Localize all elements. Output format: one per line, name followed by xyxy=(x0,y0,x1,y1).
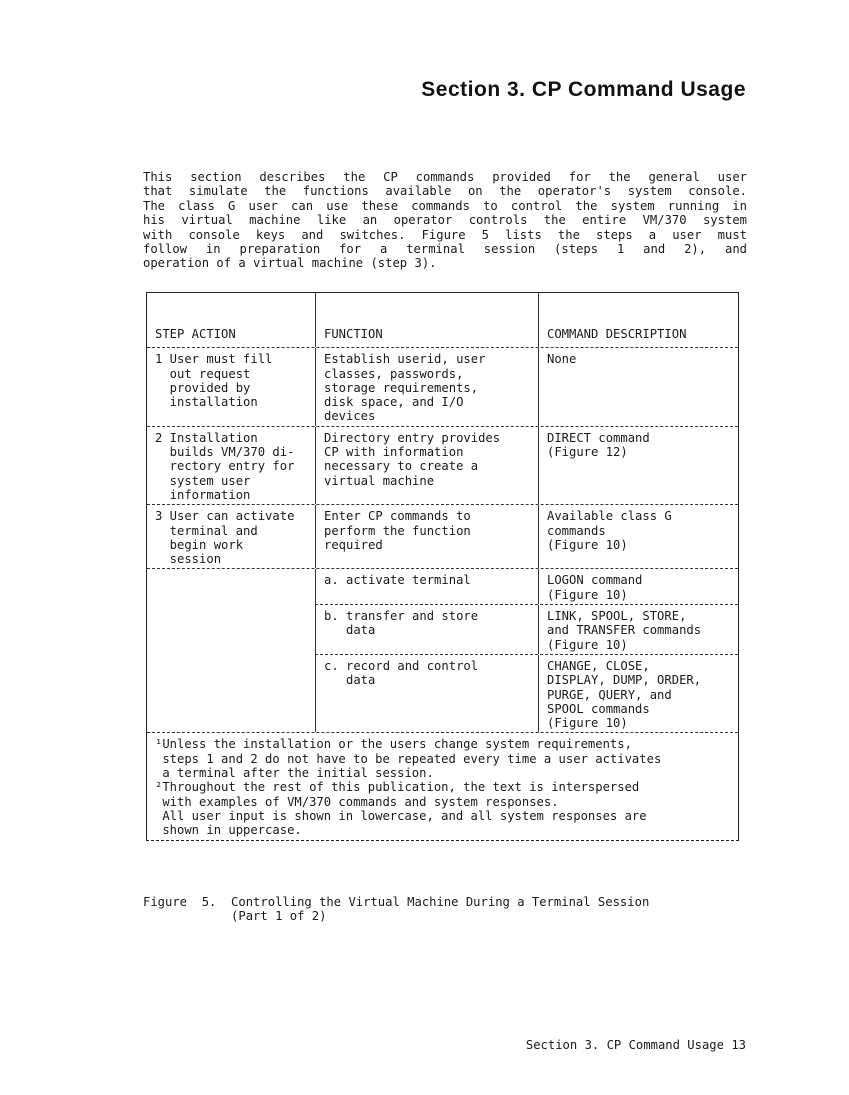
command-description-cell xyxy=(538,427,738,504)
cell-line: begin work xyxy=(155,537,244,552)
intro-line: that simulate the functions available on the operator's system console. xyxy=(143,184,747,199)
cell-line: 3 User can activate xyxy=(155,509,295,524)
cell-line: data xyxy=(324,673,376,688)
figure-caption xyxy=(143,895,649,924)
cell-line: provided by xyxy=(155,380,251,395)
cell-line: (Figure 10) xyxy=(547,587,628,602)
header-command-description: COMMAND DESCRIPTION xyxy=(538,293,738,347)
intro-line: his virtual machine like an operator controls the entire VM/370 system xyxy=(143,213,747,228)
cell-line: (Figure 10) xyxy=(547,537,628,552)
table-row-step-3 xyxy=(147,505,738,569)
cell-line: CHANGE, CLOSE, xyxy=(547,658,650,673)
command-description-cell xyxy=(538,505,738,568)
intro-line: operation of a virtual machine (step 3). xyxy=(143,256,437,271)
cell-line: system user xyxy=(155,473,251,488)
table-header-row xyxy=(147,293,738,348)
cell-line: disk space, and I/O xyxy=(324,395,464,410)
function-cell xyxy=(315,427,538,504)
cell-line: Available class G xyxy=(547,509,672,524)
header-step-action: STEP ACTION xyxy=(155,327,236,341)
table-row-step-1 xyxy=(147,348,738,426)
intro-line: follow in preparation for a terminal session (steps 1 and 2), and xyxy=(143,242,747,257)
subrow-function-a xyxy=(315,569,538,604)
footnote-line: All user input is shown in lowercase, and all system responses are xyxy=(155,808,647,823)
intro-line: with console keys and switches. Figure 5 lists the steps a user must xyxy=(143,227,747,242)
function-cell xyxy=(315,348,538,425)
cell-line: installation xyxy=(155,395,258,410)
cell-line: a. activate terminal xyxy=(324,573,471,588)
cell-line: (Figure 10) xyxy=(547,637,628,652)
cell-line: data xyxy=(324,623,376,638)
section-heading: Section 3. CP Command Usage xyxy=(421,78,746,101)
cell-line: (Figure 12) xyxy=(547,445,628,460)
cell-line: necessary to create a xyxy=(324,459,479,474)
cell-line: devices xyxy=(324,409,376,424)
subrow-function-c xyxy=(315,655,538,732)
intro-paragraph xyxy=(143,170,747,271)
subrow-command-a xyxy=(538,569,738,604)
cell-line: LINK, SPOOL, STORE, xyxy=(547,609,687,624)
footnote-line: ¹Unless the installation or the users change system requirements, xyxy=(155,737,632,752)
cell-line: Directory entry provides xyxy=(324,430,501,445)
cell-line: builds VM/370 di- xyxy=(155,445,295,460)
cell-line: and TRANSFER commands xyxy=(547,623,702,638)
cell-line: out request xyxy=(155,366,251,381)
cell-line: DIRECT command xyxy=(547,430,650,445)
table-footnotes xyxy=(147,733,738,839)
footnote-line: with examples of VM/370 commands and system responses. xyxy=(155,794,559,809)
cell-line: virtual machine xyxy=(324,473,435,488)
step-action-cell xyxy=(147,348,315,425)
subrow-function-b xyxy=(315,605,538,654)
table-notes-row xyxy=(147,733,738,839)
subrow-container xyxy=(315,569,738,732)
cell-line: c. record and control xyxy=(324,658,479,673)
cell-line: storage requirements, xyxy=(324,380,479,395)
table-subrows-group xyxy=(147,569,738,733)
cell-line: 2 Installation xyxy=(155,430,258,445)
cell-line: 1 User must fill xyxy=(155,352,273,367)
page-footer: Section 3. CP Command Usage 13 xyxy=(525,1038,746,1052)
cell-line: CP with information xyxy=(324,445,464,460)
cell-line: required xyxy=(324,537,383,552)
cell-line: LOGON command xyxy=(547,573,643,588)
cell-line: session xyxy=(155,552,222,567)
table-row-step-2 xyxy=(147,427,738,505)
footnote-line: ²Throughout the rest of this publication, the text is interspersed xyxy=(155,780,640,795)
cell-line: Enter CP commands to xyxy=(324,509,471,524)
subrow-command-c xyxy=(538,655,738,732)
cell-line: PURGE, QUERY, and xyxy=(547,687,672,702)
function-cell xyxy=(315,505,538,568)
cell-line: None xyxy=(547,352,577,367)
header-function: FUNCTION xyxy=(315,293,538,347)
cell-line: b. transfer and store xyxy=(324,609,479,624)
step-action-cell xyxy=(147,427,315,504)
cell-line: perform the function xyxy=(324,523,471,538)
cell-line: Establish userid, user xyxy=(324,352,486,367)
command-description-cell xyxy=(538,348,738,425)
step-action-cell xyxy=(147,505,315,568)
cell-line: SPOOL commands xyxy=(547,701,650,716)
blank-step-cell xyxy=(147,569,315,732)
cell-line: information xyxy=(155,487,251,502)
intro-line: This section describes the CP commands provided for the general user xyxy=(143,170,747,184)
subrow-command-b xyxy=(538,605,738,654)
footnote-line: shown in uppercase. xyxy=(155,823,302,838)
figure-5-table xyxy=(146,292,739,841)
cell-line: commands xyxy=(547,523,606,538)
cell-line: (Figure 10) xyxy=(547,716,628,731)
cell-line: classes, passwords, xyxy=(324,366,464,381)
cell-line: terminal and xyxy=(155,523,258,538)
footnote-line: a terminal after the initial session. xyxy=(155,766,434,781)
intro-line: The class G user can use these commands to control the system running in xyxy=(143,198,747,213)
caption-line: Figure 5. Controlling the Virtual Machine During a Terminal Session xyxy=(143,895,650,909)
footnote-line: steps 1 and 2 do not have to be repeated every time a user activates xyxy=(155,751,662,766)
caption-line: (Part 1 of 2) xyxy=(143,909,327,924)
cell-line: rectory entry for xyxy=(155,459,295,474)
cell-line: DISPLAY, DUMP, ORDER, xyxy=(547,673,702,688)
